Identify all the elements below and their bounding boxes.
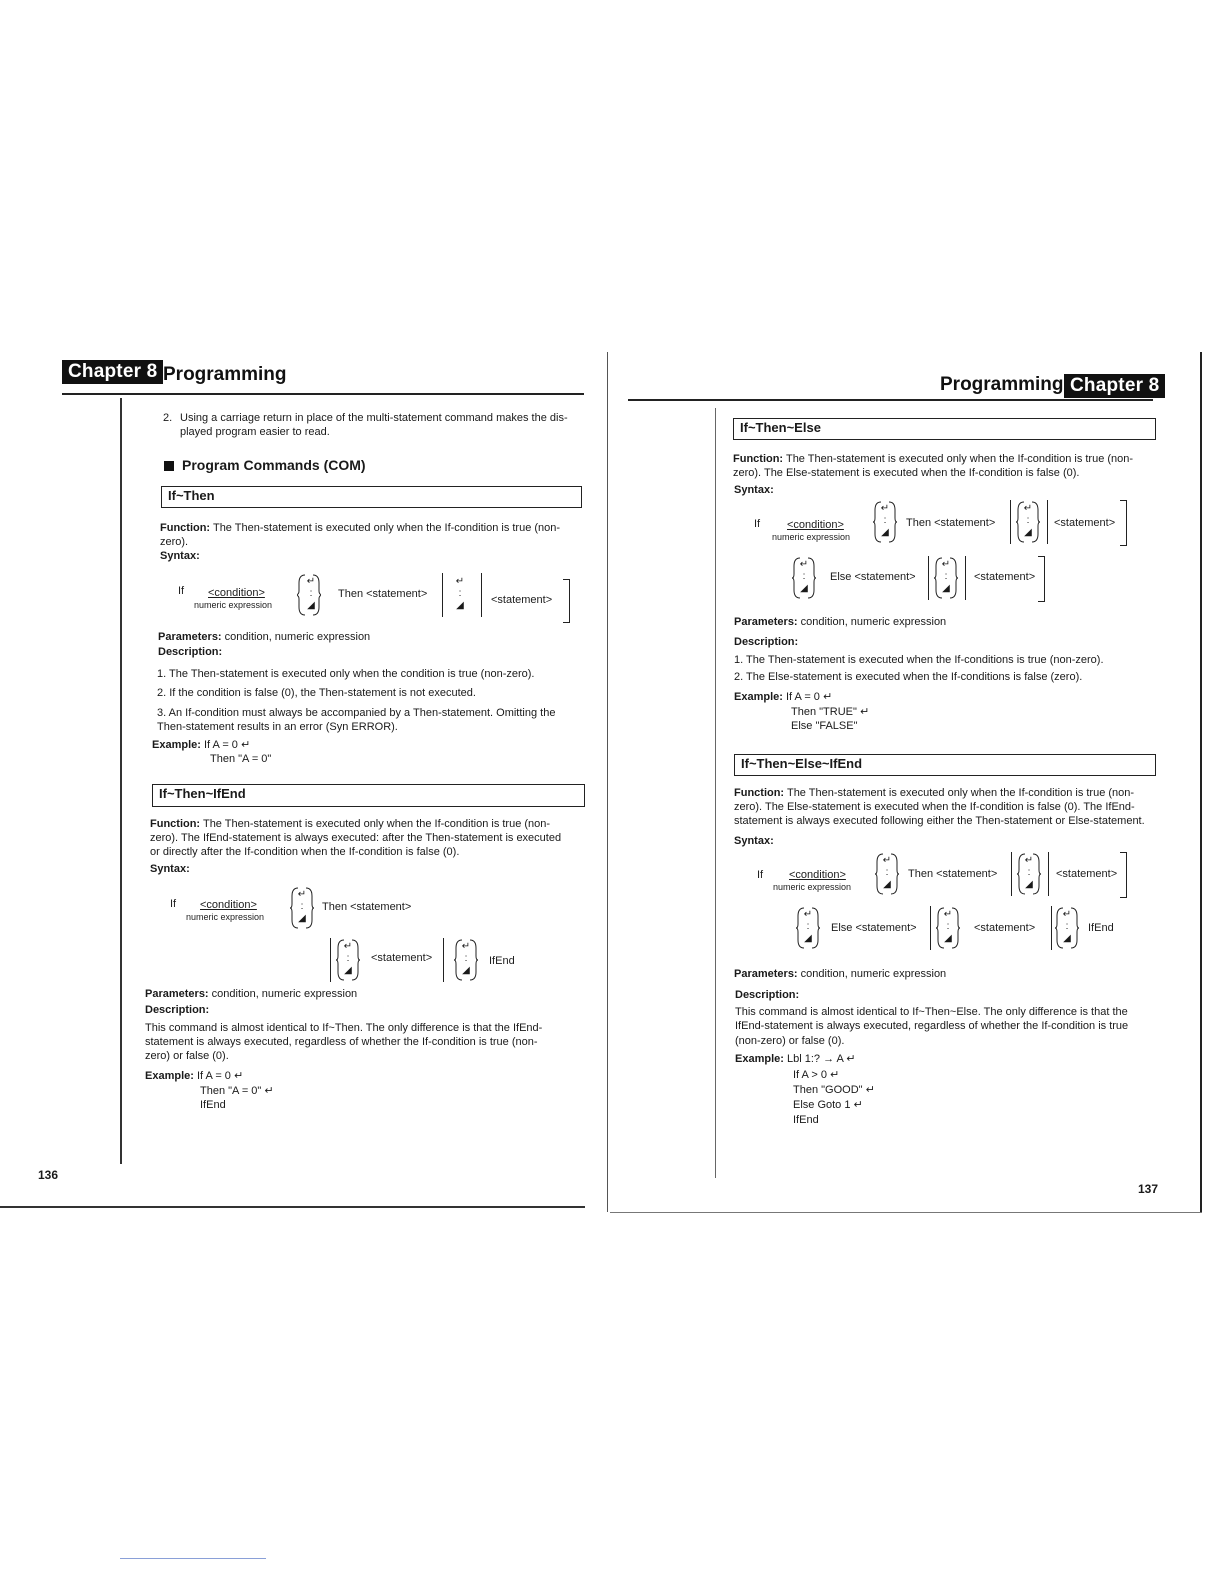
desc-item-1: 1. The Then-statement is executed only when the condition is true (non-zero). bbox=[157, 668, 535, 680]
display-icon: ◢ bbox=[298, 913, 306, 924]
right-edge-line bbox=[1200, 352, 1202, 1212]
syn-condition: <condition> bbox=[208, 587, 265, 599]
else-parameters bbox=[734, 615, 946, 629]
syn-condition: <condition> bbox=[787, 519, 844, 531]
function-label: Function: bbox=[733, 453, 784, 465]
syn-numeric: numeric expression bbox=[772, 532, 851, 542]
newline-icon: ↵ bbox=[297, 889, 307, 900]
newline-icon: ↵ bbox=[799, 559, 809, 570]
ifend-syntax-label: Syntax: bbox=[150, 863, 190, 875]
syn-then: Then <statement> bbox=[322, 901, 412, 913]
colon-icon: : bbox=[883, 515, 887, 526]
newline-icon: ↵ bbox=[455, 576, 465, 587]
display-icon: ◢ bbox=[1025, 879, 1033, 890]
bottom-edge-left bbox=[0, 1206, 585, 1208]
newline-icon: ↵ bbox=[1062, 909, 1072, 920]
example-label: Example: bbox=[735, 1053, 784, 1065]
sep-glyphs bbox=[880, 503, 890, 539]
outer-bracket bbox=[563, 579, 570, 623]
if-then-parameters bbox=[158, 630, 370, 644]
newline-icon: ↵ bbox=[882, 855, 892, 866]
newline-icon: ↵ bbox=[461, 941, 471, 952]
outer-bracket bbox=[1120, 852, 1127, 898]
else-desc-2: 2. The Else-statement is executed when the If-conditions is false (zero). bbox=[734, 671, 1083, 683]
colon-icon: : bbox=[1027, 867, 1031, 878]
display-icon: ◢ bbox=[462, 965, 470, 976]
else-ifend-parameters bbox=[734, 967, 946, 981]
else-ifend-function-2: zero). The Else-statement is executed when the If-condition is false (0). The IfEnd- bbox=[734, 801, 1135, 813]
example-line-1: If A = 0 ↵ bbox=[203, 739, 251, 751]
sep-glyphs-2 bbox=[455, 576, 465, 612]
desc-item-3b: Then-statement results in an error (Syn ERROR). bbox=[157, 721, 398, 733]
colon-icon: : bbox=[458, 588, 462, 599]
sep-glyphs bbox=[306, 576, 316, 612]
newline-icon: ↵ bbox=[1023, 503, 1033, 514]
section-heading: Program Commands (COM) bbox=[182, 457, 366, 473]
parameters-value: condition, numeric expression bbox=[800, 968, 947, 980]
parameters-label: Parameters: bbox=[145, 988, 209, 1000]
sep-glyphs-2 bbox=[1024, 855, 1034, 891]
else-ifend-function bbox=[734, 786, 1134, 800]
display-icon: ◢ bbox=[307, 600, 315, 611]
syn-else: Else <statement> bbox=[831, 922, 917, 934]
else-ifend-function-3: statement is always executed following either the Then-statement or Else-statement. bbox=[734, 815, 1145, 827]
if-then-else-box bbox=[733, 418, 1156, 440]
example-label: Example: bbox=[734, 691, 783, 703]
ifend-desc-3: zero) or false (0). bbox=[145, 1050, 229, 1062]
chapter-chip-left: Chapter 8 bbox=[62, 360, 163, 384]
ifend-parameters bbox=[145, 987, 357, 1001]
outer-bracket bbox=[1120, 500, 1127, 546]
syn-ifend: IfEnd bbox=[1088, 922, 1114, 934]
colon-icon: : bbox=[1065, 921, 1069, 932]
parameters-label: Parameters: bbox=[158, 631, 222, 643]
syn-if: If bbox=[754, 518, 761, 530]
display-icon: ◢ bbox=[804, 933, 812, 944]
syn-then: Then <statement> bbox=[906, 517, 996, 529]
else-description-label: Description: bbox=[734, 636, 799, 648]
newline-icon: ↵ bbox=[343, 941, 353, 952]
sep-glyphs-3 bbox=[799, 559, 809, 595]
sep-glyphs-2 bbox=[343, 941, 353, 977]
desc-item-2: 2. If the condition is false (0), the Then-statement is not executed. bbox=[157, 687, 476, 699]
if-then-else-ifend-box bbox=[734, 754, 1156, 776]
note-line-1: Using a carriage return in place of the multi-statement command makes the dis- bbox=[180, 412, 568, 424]
colon-icon: : bbox=[806, 921, 810, 932]
if-then-syntax-label: Syntax: bbox=[160, 550, 200, 562]
syn-condition: <condition> bbox=[200, 899, 257, 911]
syn-if: If bbox=[178, 585, 185, 597]
else-ifend-desc-1: This command is almost identical to If~Then~Else. The only difference is that the bbox=[735, 1006, 1128, 1018]
ifend-function-2: zero). The IfEnd-statement is always executed: after the Then-statement is executed bbox=[150, 832, 562, 844]
sep-glyphs-2 bbox=[1023, 503, 1033, 539]
function-label: Function: bbox=[160, 522, 211, 534]
function-text-1: The Then-statement is executed only when the If-condition is true (non- bbox=[202, 818, 551, 830]
display-icon: ◢ bbox=[1063, 933, 1071, 944]
else-ifend-desc-2: IfEnd-statement is always executed, regardless of whether the If-condition is true bbox=[735, 1020, 1129, 1032]
function-text-1: The Then-statement is executed only when the If-condition is true (non- bbox=[785, 453, 1134, 465]
syn-statement-2: <statement> bbox=[974, 571, 1036, 583]
syn-numeric: numeric expression bbox=[773, 882, 852, 892]
else-ifend-desc-3: (non-zero) or false (0). bbox=[735, 1035, 845, 1047]
newline-icon: ↵ bbox=[941, 559, 951, 570]
if-then-description-label: Description: bbox=[158, 646, 223, 658]
gutter-line bbox=[607, 352, 608, 1212]
syn-then: Then <statement> bbox=[908, 868, 998, 880]
display-icon: ◢ bbox=[881, 527, 889, 538]
else-example-2: Then "TRUE" ↵ bbox=[791, 706, 870, 718]
colon-icon: : bbox=[885, 867, 889, 878]
syn-statement: <statement> bbox=[1054, 517, 1116, 529]
function-text-1: The Then-statement is executed only when the If-condition is true (non- bbox=[786, 787, 1135, 799]
if-then-box bbox=[161, 486, 582, 508]
parameters-value: condition, numeric expression bbox=[211, 988, 358, 1000]
syn-numeric: numeric expression bbox=[194, 600, 273, 610]
sep-glyphs-5 bbox=[1062, 909, 1072, 945]
example-label: Example: bbox=[145, 1070, 194, 1082]
colon-icon: : bbox=[300, 901, 304, 912]
sep-glyphs-3 bbox=[461, 941, 471, 977]
example-line-1: Lbl 1:? → A ↵ bbox=[786, 1053, 856, 1065]
else-ifend-description-label: Description: bbox=[735, 989, 800, 1001]
else-desc-1: 1. The Then-statement is executed when the If-conditions is true (non-zero). bbox=[734, 654, 1104, 666]
note-line-2: played program easier to read. bbox=[180, 426, 330, 438]
else-function-2: zero). The Else-statement is executed when the If-condition is false (0). bbox=[733, 467, 1080, 479]
colon-icon: : bbox=[802, 571, 806, 582]
colon-icon: : bbox=[309, 588, 313, 599]
newline-icon: ↵ bbox=[803, 909, 813, 920]
page-number-right: 137 bbox=[1138, 1182, 1159, 1196]
ifend-desc-2: statement is always executed, regardless of whether the If-condition is true (non- bbox=[145, 1036, 538, 1048]
if-then-function-2: zero). bbox=[160, 536, 189, 548]
if-then-else-ifend-label: If~Then~Else~IfEnd bbox=[741, 756, 863, 771]
colon-icon: : bbox=[346, 953, 350, 964]
else-ifend-example-5: IfEnd bbox=[793, 1114, 819, 1126]
if-then-example bbox=[152, 738, 250, 752]
note-number: 2. bbox=[163, 412, 173, 424]
colon-icon: : bbox=[464, 953, 468, 964]
ifend-description-label: Description: bbox=[145, 1004, 210, 1016]
page-number-left: 136 bbox=[38, 1168, 59, 1182]
else-syntax-label: Syntax: bbox=[734, 484, 774, 496]
display-icon: ◢ bbox=[800, 583, 808, 594]
parameters-label: Parameters: bbox=[734, 968, 798, 980]
ifend-example-2: Then "A = 0" ↵ bbox=[200, 1085, 274, 1097]
scan-artifact-line bbox=[120, 1558, 266, 1559]
syn-if: If bbox=[170, 898, 177, 910]
bottom-edge-right bbox=[610, 1212, 1202, 1213]
colon-icon: : bbox=[944, 571, 948, 582]
sep-glyphs-4 bbox=[943, 909, 953, 945]
sep-glyphs-4 bbox=[941, 559, 951, 595]
margin-line-right bbox=[715, 408, 716, 1178]
display-icon: ◢ bbox=[944, 933, 952, 944]
chapter-chip-right: Chapter 8 bbox=[1064, 374, 1165, 398]
header-rule-left bbox=[62, 393, 584, 395]
ifend-example-3: IfEnd bbox=[200, 1099, 226, 1111]
display-icon: ◢ bbox=[1024, 527, 1032, 538]
ifend-function bbox=[150, 817, 550, 831]
if-then-else-label: If~Then~Else bbox=[740, 420, 821, 435]
newline-icon: ↵ bbox=[943, 909, 953, 920]
header-rule-right bbox=[628, 399, 1153, 401]
outer-bracket-2 bbox=[1038, 556, 1045, 602]
page-title-right: Programming bbox=[940, 374, 1064, 395]
section-bullet-icon bbox=[164, 461, 174, 471]
function-label: Function: bbox=[734, 787, 785, 799]
sep-glyphs-3 bbox=[803, 909, 813, 945]
example-line-1: If A = 0 ↵ bbox=[785, 691, 833, 703]
syn-statement: <statement> bbox=[1056, 868, 1118, 880]
if-then-ifend-box bbox=[152, 784, 585, 807]
page-title-left: Programming bbox=[163, 364, 287, 385]
if-then-label: If~Then bbox=[168, 488, 215, 503]
sep-glyphs bbox=[882, 855, 892, 891]
colon-icon: : bbox=[946, 921, 950, 932]
function-label: Function: bbox=[150, 818, 201, 830]
syn-statement: <statement> bbox=[371, 952, 433, 964]
else-ifend-example-4: Else Goto 1 ↵ bbox=[793, 1099, 863, 1111]
display-icon: ◢ bbox=[344, 965, 352, 976]
example-line-2: Then "A = 0" bbox=[210, 753, 272, 765]
example-line-1: If A = 0 ↵ bbox=[196, 1070, 244, 1082]
syn-numeric: numeric expression bbox=[186, 912, 265, 922]
newline-icon: ↵ bbox=[306, 576, 316, 587]
syn-if: If bbox=[757, 869, 764, 881]
ifend-desc-1: This command is almost identical to If~Then. The only difference is that the IfEnd- bbox=[145, 1022, 543, 1034]
else-function bbox=[733, 452, 1133, 466]
margin-line-left bbox=[120, 398, 122, 1164]
display-icon: ◢ bbox=[456, 600, 464, 611]
example-label: Example: bbox=[152, 739, 201, 751]
else-ifend-syntax-label: Syntax: bbox=[734, 835, 774, 847]
desc-item-3: 3. An If-condition must always be accompanied by a Then-statement. Omitting the bbox=[157, 707, 556, 719]
parameters-value: condition, numeric expression bbox=[800, 616, 947, 628]
ifend-function-3: or directly after the If-condition when the If-condition is false (0). bbox=[150, 846, 460, 858]
else-ifend-example bbox=[735, 1052, 856, 1066]
ifend-example bbox=[145, 1069, 243, 1083]
else-ifend-example-2: If A > 0 ↵ bbox=[793, 1069, 840, 1081]
colon-icon: : bbox=[1026, 515, 1030, 526]
syn-condition: <condition> bbox=[789, 869, 846, 881]
sep-glyphs bbox=[297, 889, 307, 925]
syn-statement: <statement> bbox=[491, 594, 553, 606]
syn-then: Then <statement> bbox=[338, 588, 428, 600]
newline-icon: ↵ bbox=[880, 503, 890, 514]
function-text-1: The Then-statement is executed only when the If-condition is true (non- bbox=[212, 522, 561, 534]
else-ifend-example-3: Then "GOOD" ↵ bbox=[793, 1084, 875, 1096]
else-example bbox=[734, 690, 832, 704]
display-icon: ◢ bbox=[883, 879, 891, 890]
else-example-3: Else "FALSE" bbox=[791, 720, 858, 732]
syn-statement-2: <statement> bbox=[974, 922, 1036, 934]
newline-icon: ↵ bbox=[1024, 855, 1034, 866]
if-then-ifend-label: If~Then~IfEnd bbox=[159, 786, 246, 801]
if-then-function bbox=[160, 521, 560, 535]
parameters-value: condition, numeric expression bbox=[224, 631, 371, 643]
syn-else: Else <statement> bbox=[830, 571, 916, 583]
parameters-label: Parameters: bbox=[734, 616, 798, 628]
display-icon: ◢ bbox=[942, 583, 950, 594]
syn-ifend: IfEnd bbox=[489, 955, 515, 967]
